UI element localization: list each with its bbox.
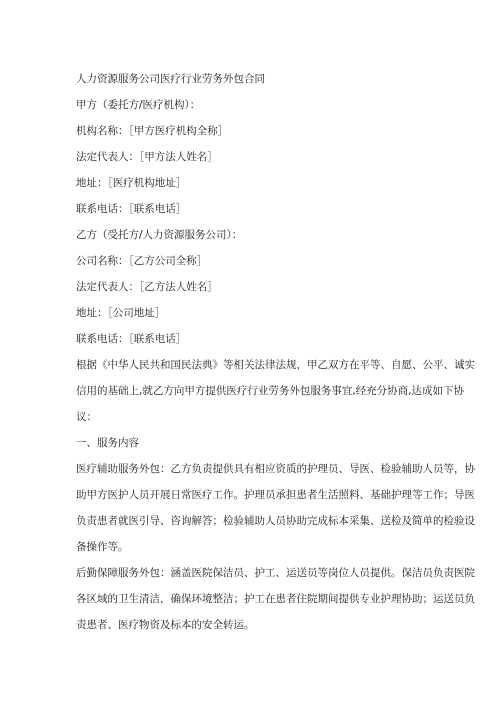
preamble-paragraph [76, 352, 475, 430]
party-a-org-name: 机构名称：［甲方医疗机构全称］ [76, 125, 229, 137]
section-1-heading: 一、服务内容 [76, 437, 139, 449]
preamble-line: 议： [76, 411, 97, 423]
party-a-heading: 甲方（委托方/医疗机构）： [76, 99, 201, 111]
medical-aux-line: 医疗辅助服务外包：乙方负责提供具有相应资质的护理员、导医、检验辅助人员等，协 [76, 463, 475, 475]
party-b-address: 地址：［公司地址］ [76, 307, 166, 319]
preamble-line: 根据《中华人民共和国民法典》等相关法律法规，甲乙双方在平等、自愿、公平、诚实 [76, 359, 475, 371]
party-b-legal-rep: 法定代表人：［乙方法人姓名］ [76, 281, 218, 293]
logistics-paragraph [76, 560, 475, 638]
party-b-heading: 乙方（受托方/人力资源服务公司）： [76, 229, 243, 241]
medical-aux-line: 助甲方医护人员开展日常医疗工作。护理员承担患者生活照料、基础护理等工作；导医 [76, 489, 475, 501]
logistics-line: 各区域的卫生清洁，确保环境整洁；护工在患者住院期间提供专业护理协助；运送员负 [76, 593, 475, 605]
logistics-line: 责患者、医疗物资及标本的安全转运。 [76, 619, 255, 631]
preamble-line: 信用的基础上,就乙方向甲方提供医疗行业劳务外包服务事宜,经充分协商,达成如下协 [76, 385, 465, 397]
party-b-company-name: 公司名称：［乙方公司全称］ [76, 255, 208, 267]
party-a-address: 地址：［医疗机构地址］ [76, 177, 187, 189]
party-b-phone: 联系电话：［联系电话］ [76, 333, 187, 345]
medical-aux-paragraph [76, 456, 475, 560]
medical-aux-line: 负责患者就医引导、咨询解答；检验辅助人员协助完成标本采集、送检及简单的检验设 [76, 515, 475, 527]
medical-aux-line: 备操作等。 [76, 541, 129, 553]
party-a-legal-rep: 法定代表人：［甲方法人姓名］ [76, 151, 218, 163]
party-a-phone: 联系电话：［联系电话］ [76, 203, 187, 215]
logistics-line: 后勤保障服务外包：涵盖医院保洁员、护工、运送员等岗位人员提供。保洁员负责医院 [76, 567, 475, 579]
contract-title: 人力资源服务公司医疗行业劳务外包合同 [76, 73, 265, 85]
